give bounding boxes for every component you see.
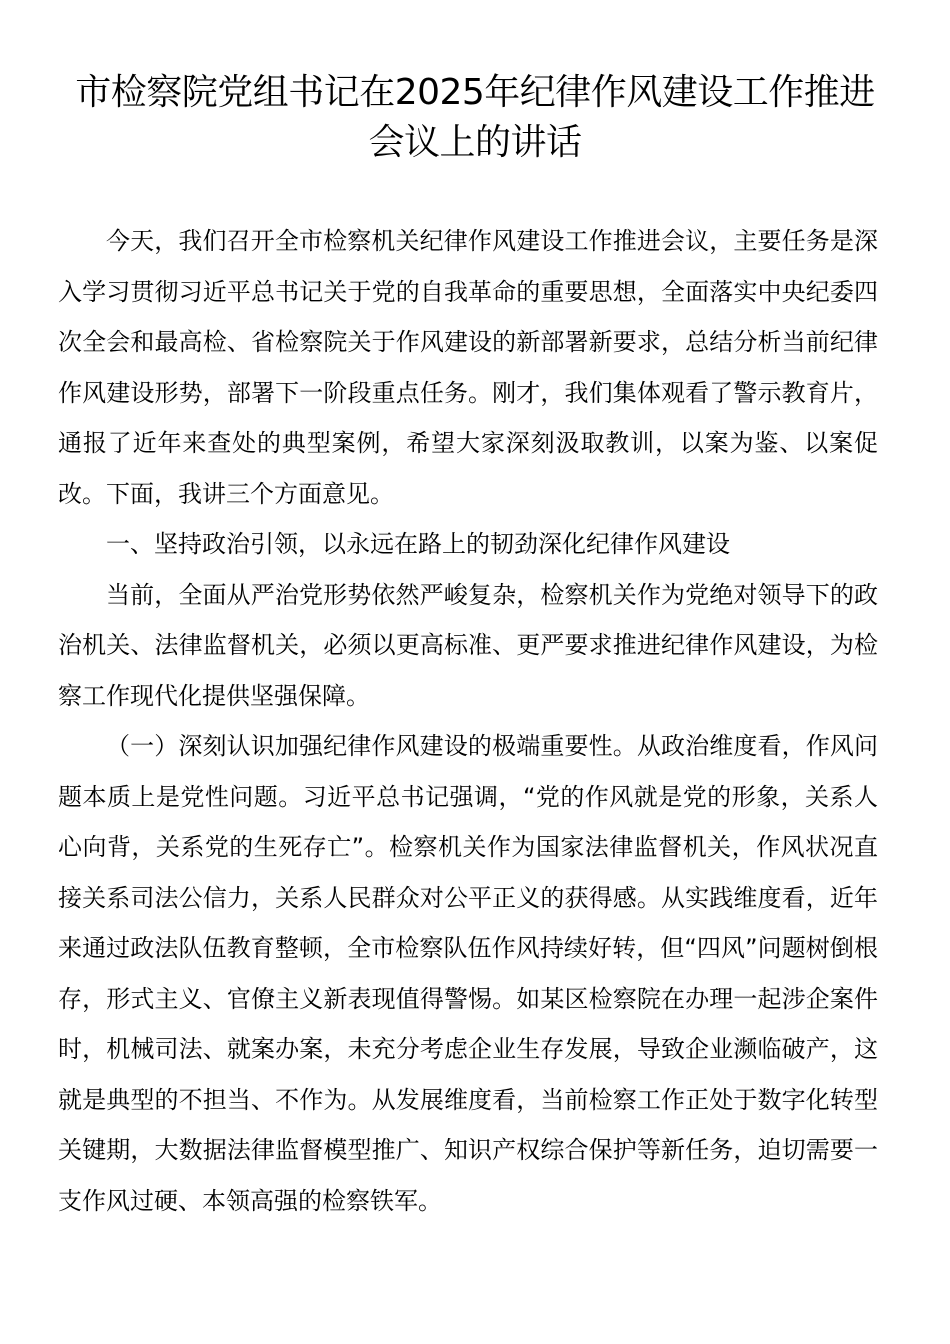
paragraph-subsection-1: （一）深刻认识加强纪律作风建设的极端重要性。从政治维度看，作风问题本质上是党性问题。习近平总书记强调，“党的作风就是党的形象，关系人心向背，关系党的生死存亡”。检察机关作为国家法律监督机关，作风状况直接关系司法公信力，关系人民群众对公平正义的获得感。从实践维度看，近年来通过政法队伍教育整顿，全市检察队伍作风持续好转，但“四风”问题树倒根存，形式主义、官僚主义新表现值得警惕。如某区检察院在办理一起涉企案件时，机械司法、就案办案，未充分考虑企业生存发展，导致企业濒临破产，这就是典型的不担当、不作为。从发展维度看，当前检察工作正处于数字化转型关键期，大数据法律监督模型推广、知识产权综合保护等新任务，迫切需要一支作风过硬、本领高强的检察铁军。	[58, 732, 878, 1215]
paragraph-section-1-intro: 当前，全面从严治党形势依然严峻复杂，检察机关作为党绝对领导下的政治机关、法律监督机关，必须以更高标准、更严要求推进纪律作风建设，为检察工作现代化提供坚强保障。	[58, 580, 878, 710]
title-line-1: 市检察院党组书记在2025年纪律作风建设工作推进	[75, 72, 875, 113]
document-title	[40, 68, 910, 168]
document-body	[58, 216, 878, 1226]
paragraph-intro: 今天，我们召开全市检察机关纪律作风建设工作推进会议，主要任务是深入学习贯彻习近平总书记关于党的自我革命的重要思想，全面落实中央纪委四次全会和最高检、省检察院关于作风建设的新部署新要求，总结分析当前纪律作风建设形势，部署下一阶段重点任务。刚才，我们集体观看了警示教育片，通报了近年来查处的典型案例，希望大家深刻汲取教训，以案为鉴、以案促改。下面，我讲三个方面意见。	[58, 227, 878, 508]
section-heading-1: 一、坚持政治引领，以永远在路上的韧劲深化纪律作风建设	[106, 530, 730, 558]
title-line-2: 会议上的讲话	[368, 122, 582, 163]
